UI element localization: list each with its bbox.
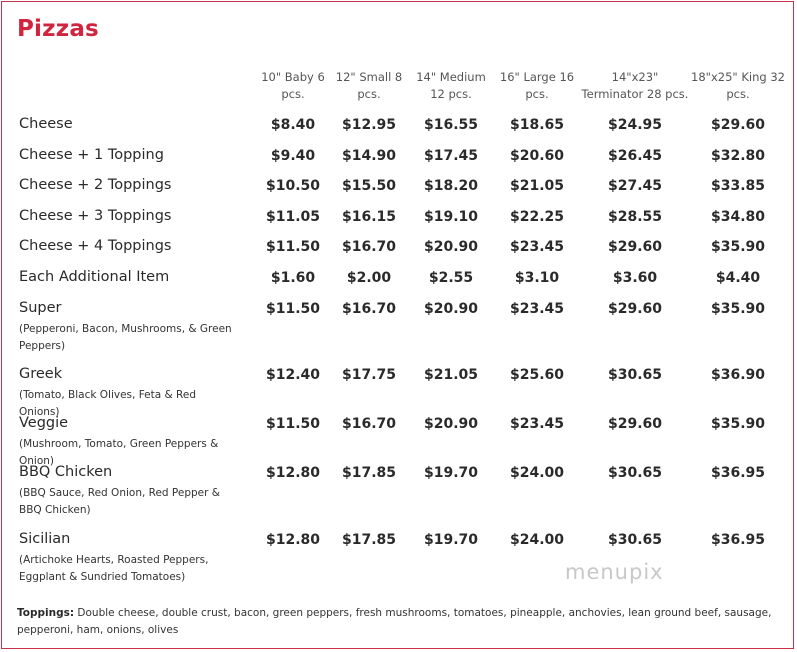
price-cell: $17.85 <box>341 532 397 548</box>
price-cell: $22.25 <box>509 209 565 225</box>
price-cell: $3.10 <box>514 270 560 286</box>
price-cell: $33.85 <box>710 178 766 194</box>
menupix-watermark: menupix <box>565 560 664 584</box>
size-header-king: 18"x25" King 32 pcs. <box>691 70 785 101</box>
price-cell: $20.90 <box>423 301 479 317</box>
price-cell: $1.60 <box>270 270 316 286</box>
price-cell: $4.40 <box>715 270 761 286</box>
price-cell: $2.55 <box>428 270 474 286</box>
toppings-label: Toppings: <box>17 607 75 619</box>
price-cell: $35.90 <box>710 416 766 432</box>
menu-card <box>1 1 794 649</box>
price-cell: $10.50 <box>265 178 321 194</box>
price-cell: $34.80 <box>710 209 766 225</box>
price-cell: $19.70 <box>423 465 479 481</box>
price-cell: $29.60 <box>607 301 663 317</box>
price-cell: $24.00 <box>509 532 565 548</box>
toppings-list: Double cheese, double crust, bacon, green peppers, fresh mushrooms, tomatoes, pineapple, anchovies, lean ground beef, sausage, pepperoni, ham, onions, olives <box>17 607 772 636</box>
pizza-name: Cheese + 3 Toppings <box>19 208 172 224</box>
price-cell: $12.40 <box>265 367 321 383</box>
price-cell: $29.60 <box>607 416 663 432</box>
price-cell: $2.00 <box>346 270 392 286</box>
price-cell: $16.70 <box>341 301 397 317</box>
price-cell: $15.50 <box>341 178 397 194</box>
size-header-medium: 14" Medium 12 pcs. <box>416 70 486 101</box>
pizza-name: Cheese <box>19 116 73 132</box>
price-cell: $12.80 <box>265 532 321 548</box>
price-cell: $27.45 <box>607 178 663 194</box>
price-cell: $16.15 <box>341 209 397 225</box>
price-cell: $26.45 <box>607 148 663 164</box>
price-cell: $8.40 <box>270 117 316 133</box>
pizza-name: Cheese + 1 Topping <box>19 147 164 163</box>
price-cell: $16.70 <box>341 416 397 432</box>
price-cell: $19.70 <box>423 532 479 548</box>
price-cell: $21.05 <box>509 178 565 194</box>
pizza-name: Sicilian <box>19 531 71 547</box>
price-cell: $11.50 <box>265 416 321 432</box>
price-cell: $30.65 <box>607 367 663 383</box>
price-cell: $11.50 <box>265 239 321 255</box>
price-cell: $36.90 <box>710 367 766 383</box>
price-cell: $36.95 <box>710 465 766 481</box>
pizza-description: (BBQ Sauce, Red Onion, Red Pepper & BBQ Chicken) <box>19 487 220 516</box>
pizza-name: Cheese + 4 Toppings <box>19 238 172 254</box>
price-cell: $23.45 <box>509 239 565 255</box>
price-cell: $17.75 <box>341 367 397 383</box>
price-cell: $9.40 <box>270 148 316 164</box>
price-cell: $30.65 <box>607 465 663 481</box>
size-header-baby: 10" Baby 6 pcs. <box>261 70 325 101</box>
price-cell: $23.45 <box>509 301 565 317</box>
price-cell: $20.60 <box>509 148 565 164</box>
pizza-name: Super <box>19 300 62 316</box>
price-cell: $29.60 <box>710 117 766 133</box>
price-cell: $36.95 <box>710 532 766 548</box>
price-cell: $18.65 <box>509 117 565 133</box>
price-cell: $21.05 <box>423 367 479 383</box>
pizza-description: (Tomato, Black Olives, Feta & Red Onions) <box>19 389 196 418</box>
price-cell: $29.60 <box>607 239 663 255</box>
price-cell: $35.90 <box>710 239 766 255</box>
pizza-name: Cheese + 2 Toppings <box>19 177 172 193</box>
pizza-name: Veggie <box>19 415 69 431</box>
pizza-description: (Mushroom, Tomato, Green Peppers & Onion) <box>19 438 219 467</box>
price-cell: $20.90 <box>423 416 479 432</box>
size-header-terminator: 14"x23" Terminator 28 pcs. <box>581 70 689 101</box>
price-cell: $30.65 <box>607 532 663 548</box>
pizza-description: (Artichoke Hearts, Roasted Peppers, Eggplant & Sundried Tomatoes) <box>19 554 209 583</box>
price-cell: $14.90 <box>341 148 397 164</box>
price-cell: $17.45 <box>423 148 479 164</box>
price-cell: $19.10 <box>423 209 479 225</box>
price-cell: $18.20 <box>423 178 479 194</box>
price-cell: $16.70 <box>341 239 397 255</box>
price-cell: $11.50 <box>265 301 321 317</box>
price-cell: $28.55 <box>607 209 663 225</box>
price-cell: $23.45 <box>509 416 565 432</box>
price-cell: $35.90 <box>710 301 766 317</box>
price-cell: $16.55 <box>423 117 479 133</box>
page-title: Pizzas <box>17 16 99 42</box>
pizza-name: Greek <box>19 366 63 382</box>
size-header-small: 12" Small 8 pcs. <box>335 70 403 101</box>
pizza-name: Each Additional Item <box>19 269 170 285</box>
price-cell: $24.00 <box>509 465 565 481</box>
pizza-name: BBQ Chicken <box>19 464 113 480</box>
price-cell: $12.80 <box>265 465 321 481</box>
price-cell: $17.85 <box>341 465 397 481</box>
price-cell: $11.05 <box>265 209 321 225</box>
price-cell: $24.95 <box>607 117 663 133</box>
price-cell: $32.80 <box>710 148 766 164</box>
price-cell: $3.60 <box>612 270 658 286</box>
price-cell: $25.60 <box>509 367 565 383</box>
price-cell: $20.90 <box>423 239 479 255</box>
size-header-large: 16" Large 16 pcs. <box>499 70 575 101</box>
price-cell: $12.95 <box>341 117 397 133</box>
toppings-note <box>17 605 787 639</box>
pizza-description: (Pepperoni, Bacon, Mushrooms, & Green Peppers) <box>19 323 232 352</box>
